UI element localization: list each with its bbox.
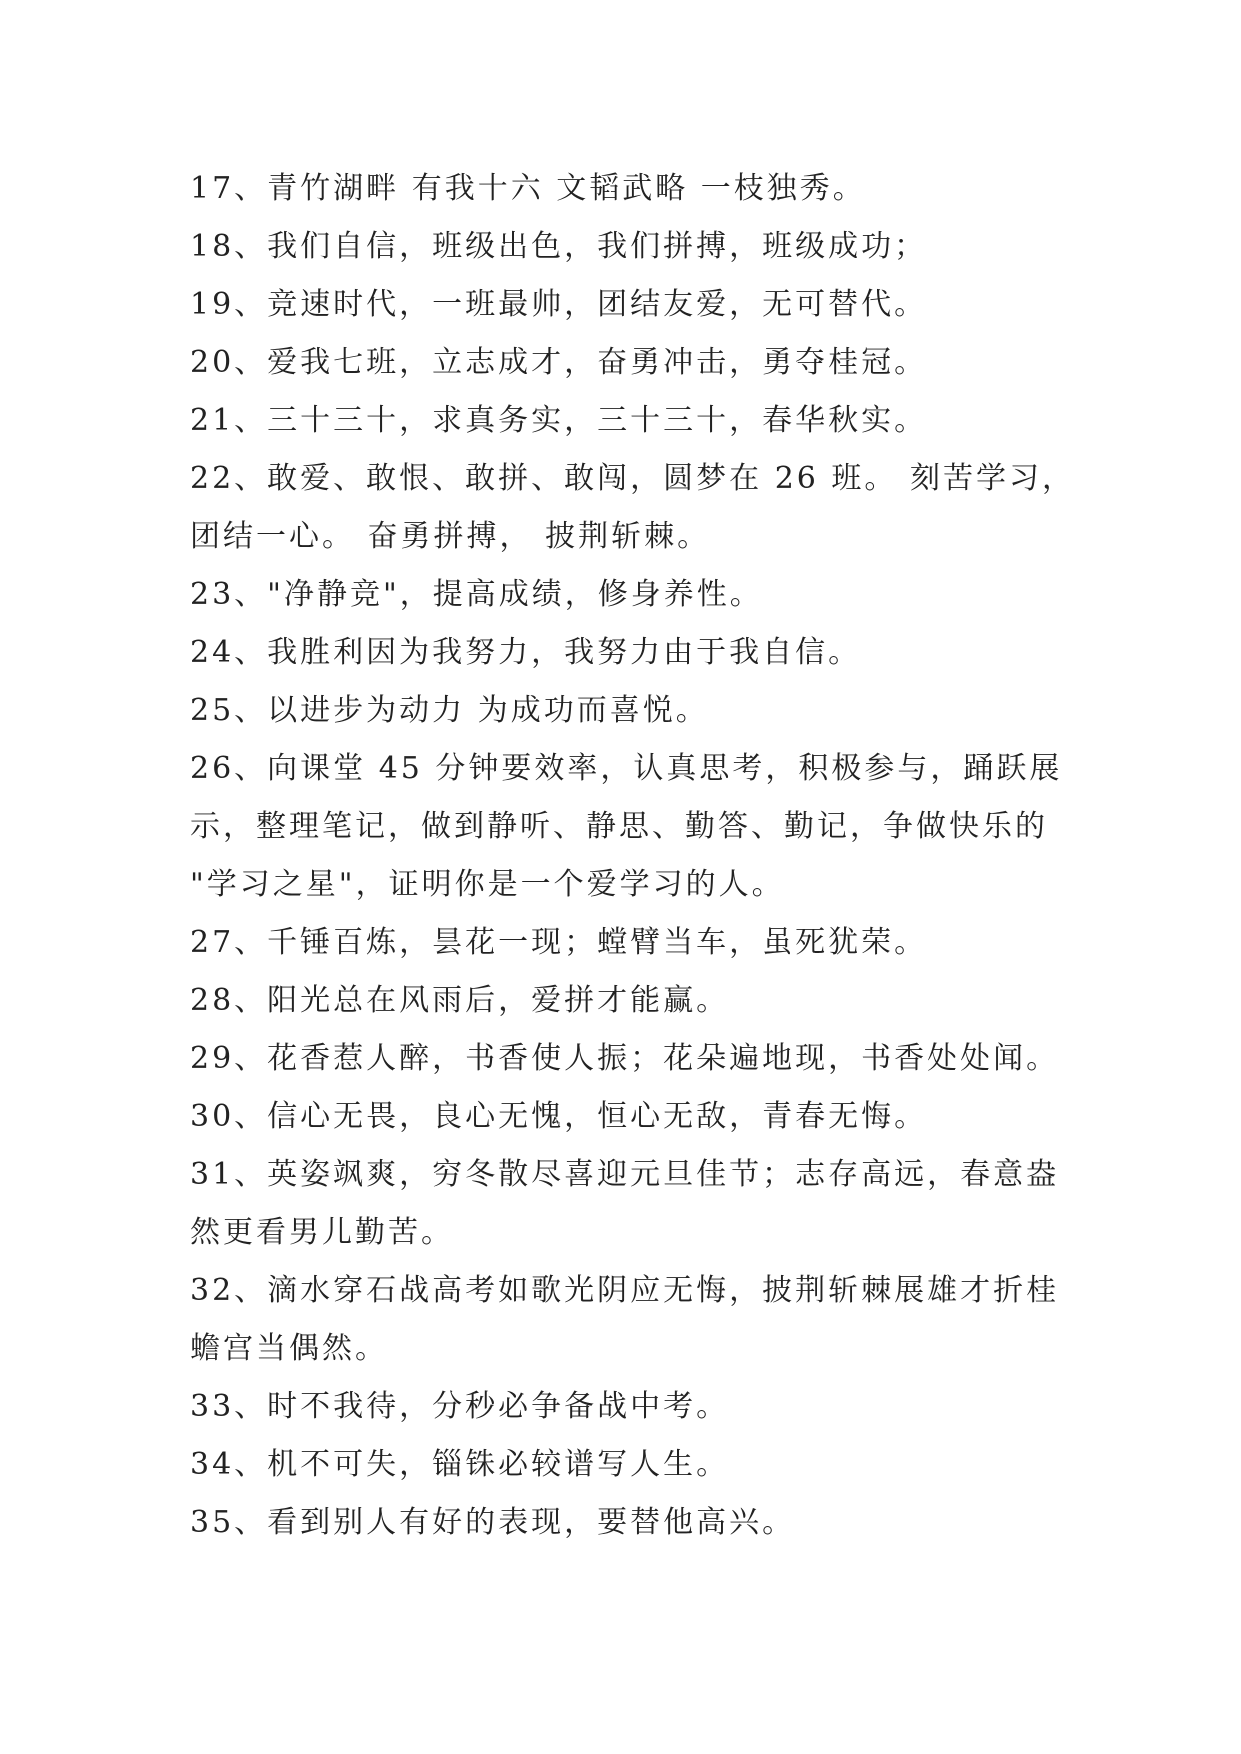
- text-line: 18、我们自信，班级出色，我们拼搏，班级成功；: [190, 229, 928, 264]
- text-line: "学习之星"，证明你是一个爱学习的人。: [190, 867, 785, 902]
- text-line: 30、信心无畏，良心无愧，恒心无敌，青春无悔。: [190, 1099, 928, 1134]
- text-line: 27、千锤百炼，昙花一现；螳臂当车，虽死犹荣。: [190, 925, 928, 960]
- text-line: 示，整理笔记，做到静听、静思、勤答、勤记，争做快乐的: [190, 809, 1048, 844]
- text-line: 34、机不可失，锱铢必较谱写人生。: [190, 1447, 730, 1482]
- text-line: 然更看男儿勤苦。: [190, 1215, 454, 1250]
- text-line: 17、青竹湖畔 有我十六 文韬武略 一枝独秀。: [190, 171, 866, 206]
- text-line: 20、爱我七班，立志成才，奋勇冲击，勇夺桂冠。: [190, 345, 928, 380]
- document-body: [190, 160, 1090, 1552]
- text-line: 25、以进步为动力 为成功而喜悦。: [190, 693, 709, 728]
- text-line: 35、看到别人有好的表现，要替他高兴。: [190, 1505, 796, 1540]
- text-line: 19、竞速时代，一班最帅，团结友爱，无可替代。: [190, 287, 928, 322]
- text-line: 28、阳光总在风雨后，爱拼才能赢。: [190, 983, 730, 1018]
- text-line: 32、滴水穿石战高考如歌光阴应无悔，披荆斩棘展雄才折桂: [190, 1273, 1060, 1308]
- text-line: 31、英姿飒爽，穷冬散尽喜迎元旦佳节；志存高远，春意盎: [190, 1157, 1060, 1192]
- text-line: 23、"净静竞"，提高成绩，修身养性。: [190, 577, 763, 612]
- text-line: 蟾宫当偶然。: [190, 1331, 388, 1366]
- text-line: 29、花香惹人醉，书香使人振；花朵遍地现，书香处处闻。: [190, 1041, 1060, 1076]
- text-line: 24、我胜利因为我努力，我努力由于我自信。: [190, 635, 862, 670]
- text-line: 团结一心。 奋勇拼搏， 披荆斩棘。: [190, 519, 711, 554]
- text-line: 33、时不我待，分秒必争备战中考。: [190, 1389, 730, 1424]
- text-line: 22、敢爱、敢恨、敢拼、敢闯，圆梦在 26 班。 刻苦学习，: [190, 461, 1075, 496]
- text-line: 26、向课堂 45 分钟要效率，认真思考，积极参与，踊跃展: [190, 751, 1063, 786]
- text-line: 21、三十三十，求真务实，三十三十，春华秋实。: [190, 403, 928, 438]
